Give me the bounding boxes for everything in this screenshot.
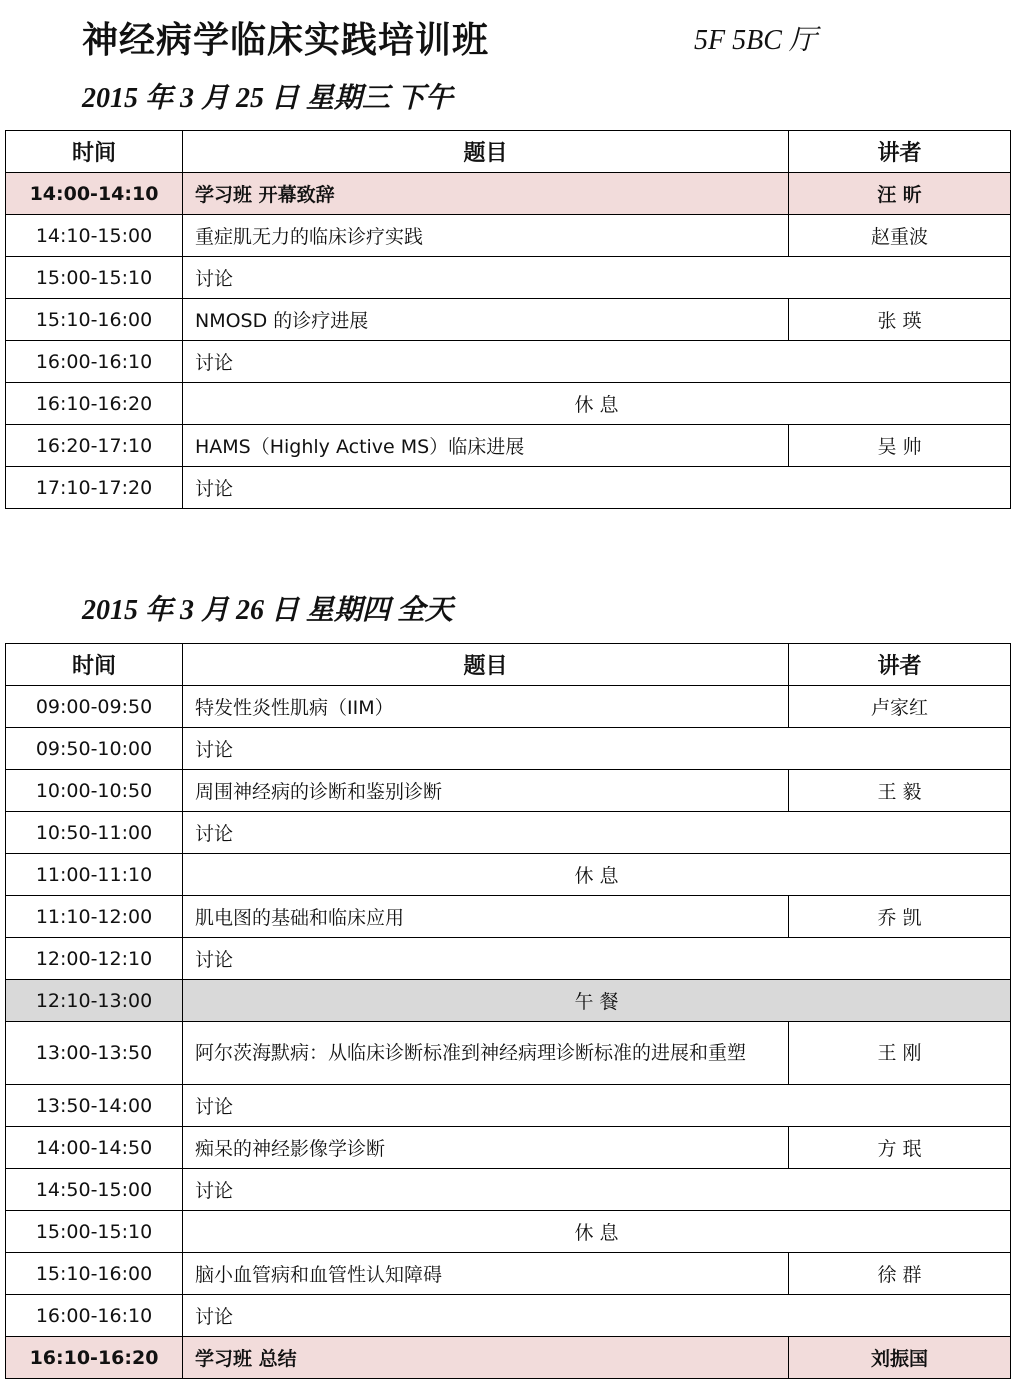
table-row <box>6 812 1011 854</box>
session-time: 12:00-12:10 <box>6 938 183 980</box>
day-heading-1: 2015 年 3 月 25 日 星期三 下午 <box>82 83 454 114</box>
session-time: 16:00-16:10 <box>6 1295 183 1337</box>
session-time: 16:10-16:20 <box>6 1337 183 1379</box>
session-time: 09:50-10:00 <box>6 728 183 770</box>
table-row <box>6 467 1011 509</box>
table-row <box>6 341 1011 383</box>
session-time: 16:00-16:10 <box>6 341 183 383</box>
session-time: 12:10-13:00 <box>6 980 183 1022</box>
session-topic: 痴呆的神经影像学诊断 <box>183 1127 789 1169</box>
table-row <box>6 980 1011 1022</box>
session-topic: 讨论 <box>183 812 1011 854</box>
column-header-speaker: 讲者 <box>789 644 1011 686</box>
table-row <box>6 686 1011 728</box>
page-title: 神经病学临床实践培训班 <box>82 19 490 61</box>
session-speaker: 王 毅 <box>789 770 1011 812</box>
session-topic: 周围神经病的诊断和鉴别诊断 <box>183 770 789 812</box>
table-row <box>6 173 1011 215</box>
session-time: 15:10-16:00 <box>6 299 183 341</box>
session-time: 14:50-15:00 <box>6 1169 183 1211</box>
column-header-topic: 题目 <box>183 131 789 173</box>
session-time: 14:00-14:50 <box>6 1127 183 1169</box>
session-time: 16:10-16:20 <box>6 383 183 425</box>
table-row <box>6 1211 1011 1253</box>
table-row <box>6 299 1011 341</box>
session-topic: 讨论 <box>183 1085 1011 1127</box>
table-row <box>6 257 1011 299</box>
table-row <box>6 425 1011 467</box>
table-row <box>6 1022 1011 1085</box>
session-speaker: 徐 群 <box>789 1253 1011 1295</box>
session-topic: 讨论 <box>183 728 1011 770</box>
session-topic: 讨论 <box>183 341 1011 383</box>
session-topic: 讨论 <box>183 257 1011 299</box>
session-topic: 肌电图的基础和临床应用 <box>183 896 789 938</box>
session-topic: 学习班 总结 <box>183 1337 789 1379</box>
session-time: 10:50-11:00 <box>6 812 183 854</box>
session-topic: NMOSD 的诊疗进展 <box>183 299 789 341</box>
session-speaker: 张 瑛 <box>789 299 1011 341</box>
table-header-row <box>6 644 1011 686</box>
table-row <box>6 770 1011 812</box>
table-row <box>6 1085 1011 1127</box>
session-speaker: 卢家红 <box>789 686 1011 728</box>
session-speaker: 刘振国 <box>789 1337 1011 1379</box>
column-header-topic: 题目 <box>183 644 789 686</box>
table-row <box>6 1295 1011 1337</box>
session-topic: 脑小血管病和血管性认知障碍 <box>183 1253 789 1295</box>
day-heading-2: 2015 年 3 月 26 日 星期四 全天 <box>82 595 454 626</box>
session-time: 15:00-15:10 <box>6 257 183 299</box>
table-row <box>6 854 1011 896</box>
session-topic: 休 息 <box>183 383 1011 425</box>
column-header-time: 时间 <box>6 131 183 173</box>
table-row <box>6 1337 1011 1379</box>
schedule-table-day-1 <box>5 130 1011 509</box>
table-row <box>6 215 1011 257</box>
session-time: 15:10-16:00 <box>6 1253 183 1295</box>
session-topic: 重症肌无力的临床诊疗实践 <box>183 215 789 257</box>
session-speaker: 赵重波 <box>789 215 1011 257</box>
session-topic: 午 餐 <box>183 980 1011 1022</box>
session-topic: 阿尔茨海默病：从临床诊断标准到神经病理诊断标准的进展和重塑 <box>183 1022 789 1085</box>
session-time: 16:20-17:10 <box>6 425 183 467</box>
session-time: 09:00-09:50 <box>6 686 183 728</box>
session-speaker: 王 刚 <box>789 1022 1011 1085</box>
session-topic: 学习班 开幕致辞 <box>183 173 789 215</box>
session-time: 11:10-12:00 <box>6 896 183 938</box>
column-header-speaker: 讲者 <box>789 131 1011 173</box>
session-speaker: 乔 凯 <box>789 896 1011 938</box>
session-time: 14:00-14:10 <box>6 173 183 215</box>
document-header <box>82 8 982 61</box>
session-speaker: 吴 帅 <box>789 425 1011 467</box>
venue-label: 5F 5BC 厅 <box>694 25 817 56</box>
session-time: 15:00-15:10 <box>6 1211 183 1253</box>
session-topic: 讨论 <box>183 467 1011 509</box>
session-time: 10:00-10:50 <box>6 770 183 812</box>
session-topic: 讨论 <box>183 1169 1011 1211</box>
table-row <box>6 728 1011 770</box>
session-speaker: 方 珉 <box>789 1127 1011 1169</box>
table-row <box>6 1169 1011 1211</box>
column-header-time: 时间 <box>6 644 183 686</box>
session-topic: 特发性炎性肌病（IIM） <box>183 686 789 728</box>
session-time: 17:10-17:20 <box>6 467 183 509</box>
session-speaker: 汪 昕 <box>789 173 1011 215</box>
table-row <box>6 1127 1011 1169</box>
session-time: 11:00-11:10 <box>6 854 183 896</box>
session-time: 14:10-15:00 <box>6 215 183 257</box>
session-topic: 休 息 <box>183 1211 1011 1253</box>
session-topic: 休 息 <box>183 854 1011 896</box>
table-row <box>6 938 1011 980</box>
session-topic: 讨论 <box>183 1295 1011 1337</box>
schedule-table-day-2 <box>5 643 1011 1379</box>
table-row <box>6 383 1011 425</box>
session-time: 13:50-14:00 <box>6 1085 183 1127</box>
session-topic: HAMS（Highly Active MS）临床进展 <box>183 425 789 467</box>
table-row <box>6 896 1011 938</box>
table-row <box>6 1253 1011 1295</box>
session-topic: 讨论 <box>183 938 1011 980</box>
session-time: 13:00-13:50 <box>6 1022 183 1085</box>
table-header-row <box>6 131 1011 173</box>
